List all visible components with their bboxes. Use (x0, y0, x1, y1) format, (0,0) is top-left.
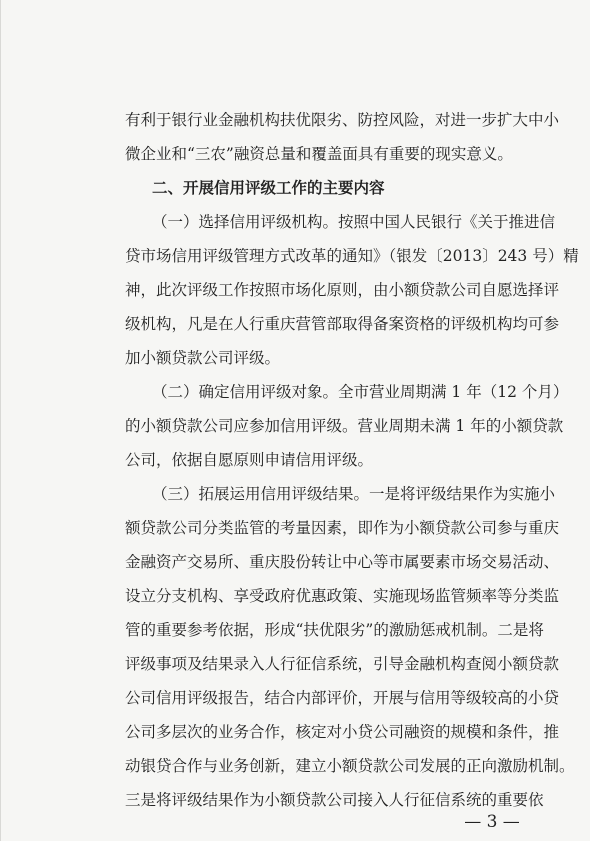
text-line-10: 的小额贷款公司应参加信用评级。营业周期未满 1 年的小额贷款 (125, 417, 564, 435)
text-line-19: 公司多层次的业务合作，核定对小贷公司融资的规模和条件，推 (125, 723, 560, 741)
text-line-12: （三）拓展运用信用评级结果。一是将评级结果作为实施小 (152, 485, 556, 503)
text-line-7: 级机构，凡是在人行重庆营管部取得备案资格的评级机构均可参 (125, 315, 560, 333)
text-line-2: 微企业和“三农”融资总量和覆盖面具有重要的现实意义。 (125, 145, 513, 163)
text-line-6: 神，此次评级工作按照市场化原则，由小额贷款公司自愿选择评 (125, 281, 560, 299)
text-line-13: 额贷款公司分类监管的考量因素，即作为小额贷款公司参与重庆 (125, 519, 560, 537)
text-line-11: 公司，依据自愿原则申请信用评级。 (125, 451, 374, 469)
text-line-9: （二）确定信用评级对象。全市营业周期满 1 年（12 个月） (152, 383, 569, 401)
page-number: — 3 — (464, 812, 520, 832)
text-line-8: 加小额贷款公司评级。 (125, 349, 281, 367)
text-line-20: 动银贷合作与业务创新，建立小额贷款公司发展的正向激励机制。 (125, 757, 575, 775)
text-line-15: 设立分支机构、享受政府优惠政策、实施现场监管频率等分类监 (125, 587, 560, 605)
text-line-16: 管的重要参考依据，形成“扶优限劣”的激励惩戒机制。二是将 (125, 621, 544, 639)
text-line-1: 有利于银行业金融机构扶优限劣、防控风险，对进一步扩大中小 (125, 111, 560, 129)
text-line-4: （一）选择信用评级机构。按照中国人民银行《关于推进信 (152, 213, 556, 231)
text-line-18: 公司信用评级报告，结合内部评价，开展与信用等级较高的小贷 (125, 689, 560, 707)
section-heading: 二、开展信用评级工作的主要内容 (152, 179, 385, 197)
text-line-5: 贷市场信用评级管理方式改革的通知》（银发〔2013〕243 号）精 (125, 247, 579, 265)
text-line-14: 金融资产交易所、重庆股份转让中心等市属要素市场交易活动、 (125, 553, 560, 571)
text-line-17: 评级事项及结果录入人行征信系统，引导金融机构查阅小额贷款 (125, 655, 560, 673)
text-line-21: 三是将评级结果作为小额贷款公司接入人行征信系统的重要依 (125, 791, 544, 809)
